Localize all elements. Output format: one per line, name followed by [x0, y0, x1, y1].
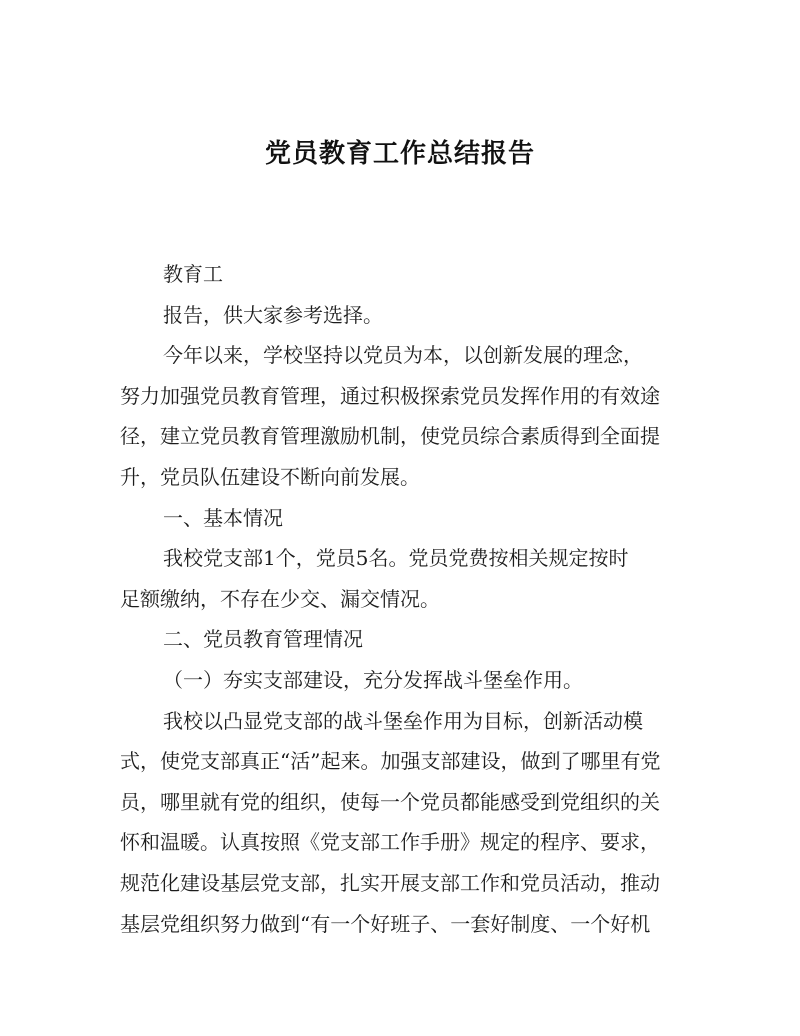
paragraph — [120, 701, 686, 945]
document-title: 党员教育工作总结报告 — [264, 139, 535, 169]
text-line: 规范化建设基层党支部，扎实开展支部工作和党员活动，推动 — [120, 870, 660, 895]
text-line: 员，哪里就有党的组织，使每一个党员都能感受到党组织的关 — [120, 789, 660, 814]
text-line: 努力加强党员教育管理，通过积极探索党员发挥作用的有效途 — [120, 383, 660, 408]
text-line: 我校以凸显党支部的战斗堡垒作用为目标，创新活动模 — [163, 708, 643, 733]
section-heading — [120, 619, 686, 660]
text-line: 一、基本情况 — [163, 505, 283, 530]
text-line: 今年以来，学校坚持以党员为本，以创新发展的理念， — [163, 343, 643, 368]
paragraph — [120, 295, 686, 336]
text-line: 升，党员队伍建设不断向前发展。 — [120, 464, 420, 489]
text-line: 我校党支部1个，党员5名。党员党费按相关规定按时 — [163, 546, 629, 571]
paragraph — [120, 538, 686, 619]
section-heading — [120, 498, 686, 539]
text-line: 教育工 — [163, 262, 223, 286]
text-line: 径，建立党员教育管理激励机制，使党员综合素质得到全面提 — [120, 424, 660, 449]
paragraph — [120, 335, 686, 497]
document-body — [120, 254, 686, 944]
text-line: 怀和温暖。认真按照《党支部工作手册》规定的程序、要求， — [120, 830, 660, 855]
text-line: 基层党组织努力做到“有一个好班子、一套好制度、一个好机 — [120, 911, 651, 936]
text-line: 足额缴纳，不存在少交、漏交情况。 — [120, 586, 440, 611]
text-line: 报告，供大家参考选择。 — [163, 302, 383, 327]
text-line: 二、党员教育管理情况 — [163, 627, 363, 652]
paragraph — [120, 254, 686, 295]
text-line: 式，使党支部真正“活”起来。加强支部建设，做到了哪里有党 — [120, 749, 661, 774]
text-line: （一）夯实支部建设，充分发挥战斗堡垒作用。 — [163, 667, 583, 692]
subsection-heading — [120, 660, 686, 701]
